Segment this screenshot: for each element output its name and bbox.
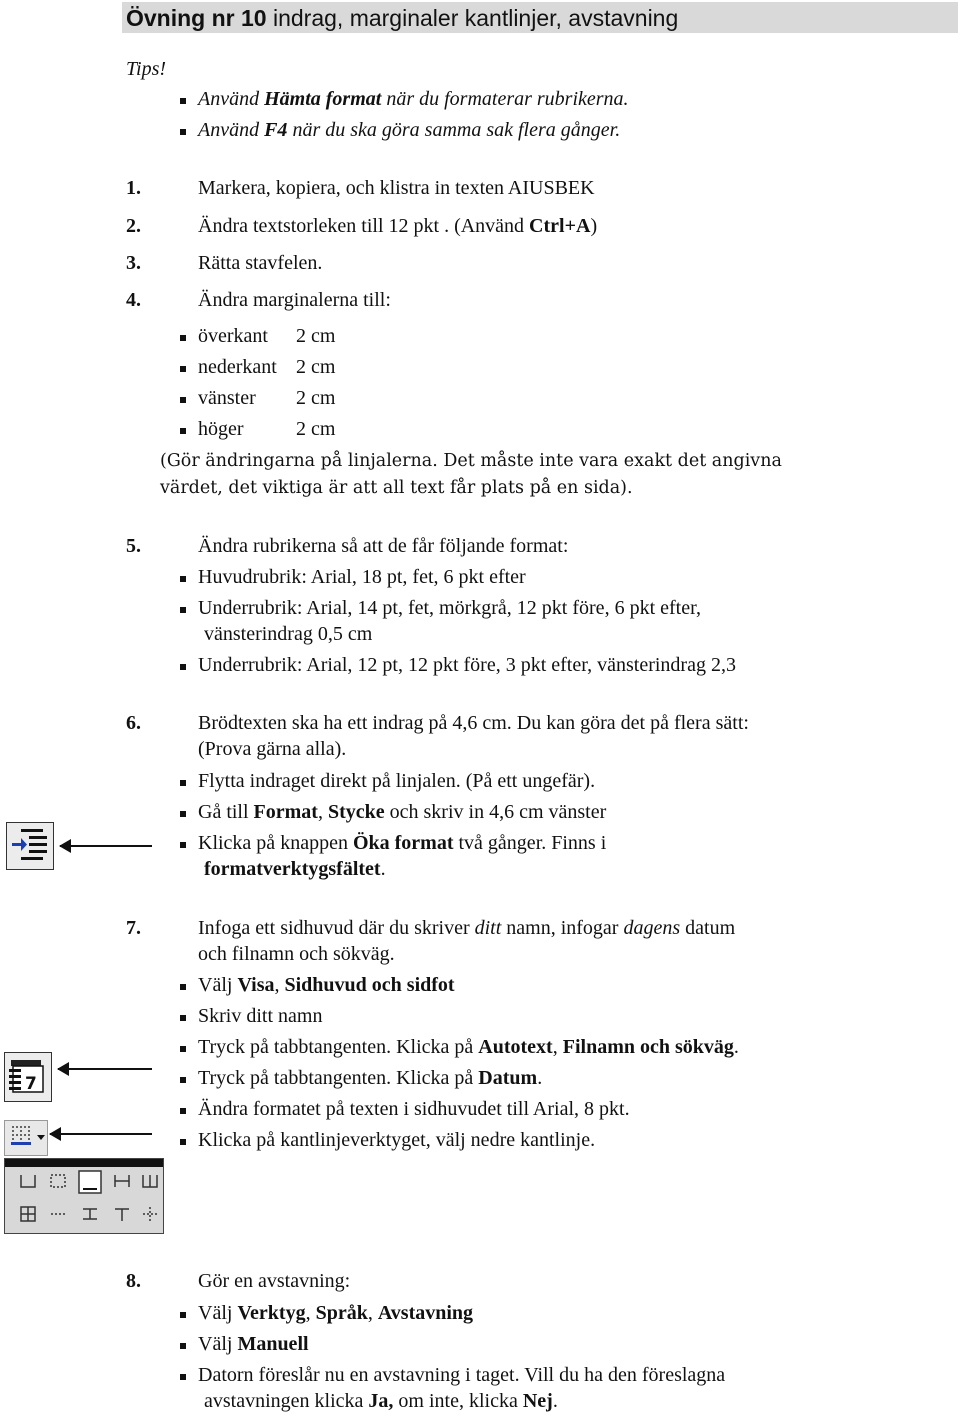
step-3-text: Rätta stavfelen. — [198, 252, 323, 274]
step-6-line-2: (Prova gärna alla). — [198, 738, 347, 760]
step-7-item-6: Klicka på kantlinjeverktyget, välj nedre kantlinje. — [198, 1129, 596, 1151]
tips-item-2: Använd F4 när du ska göra samma sak flera gånger. — [198, 119, 621, 141]
margin-label: nederkant — [198, 356, 277, 378]
tips-label: Tips! — [126, 58, 167, 80]
margin-value: 2 cm — [296, 418, 336, 440]
step-5-item-3: Underrubrik: Arial, 12 pt, 12 pkt före, 3 pkt efter, vänsterindrag 2,3 — [198, 654, 736, 676]
step-7-item-5: Ändra formatet på texten i sidhuvudet till Arial, 8 pkt. — [198, 1098, 630, 1120]
bullet — [180, 984, 186, 990]
step-3-number: 3. — [126, 252, 141, 274]
step-8-item-3: Datorn föreslår nu en avstavning i taget. Vill du ha den föreslagna — [198, 1364, 726, 1386]
bullet — [180, 428, 186, 434]
step-4-text: Ändra marginalerna till: — [198, 289, 391, 311]
arrow-icon — [50, 1133, 152, 1135]
step-1-text: Markera, kopiera, och klistra in texten AIUSBEK — [198, 177, 595, 199]
tips-item-1: Använd Hämta format när du formaterar rubrikerna. — [198, 88, 629, 110]
margin-label: överkant — [198, 325, 268, 347]
bullet — [180, 1374, 186, 1380]
margin-value: 2 cm — [296, 387, 336, 409]
bullet — [180, 397, 186, 403]
step-7-item-4: Tryck på tabbtangenten. Klicka på Datum. — [198, 1067, 543, 1089]
date-field-icon — [4, 1052, 52, 1102]
step-4-note-line-1: (Gör ändringarna på linjalerna. Det måste inte vara exakt det angivna — [160, 451, 782, 471]
page-title: Övning nr 10 indrag, marginaler kantlinjer, avstavning — [126, 5, 679, 31]
margin-value: 2 cm — [296, 356, 336, 378]
bullet — [180, 664, 186, 670]
step-6-item-3-cont: formatverktygsfältet. — [204, 858, 386, 880]
bullet — [180, 780, 186, 786]
step-5-text: Ändra rubrikerna så att de får följande format: — [198, 535, 569, 557]
margin-label: höger — [198, 418, 244, 440]
bullet — [180, 607, 186, 613]
step-5-item-1: Huvudrubrik: Arial, 18 pt, fet, 6 pkt efter — [198, 566, 526, 588]
increase-indent-icon — [6, 822, 54, 870]
svg-text:7: 7 — [25, 1074, 37, 1094]
step-6-number: 6. — [126, 712, 141, 734]
step-4-number: 4. — [126, 289, 141, 311]
step-6-line-1: Brödtexten ska ha ett indrag på 4,6 cm. Du kan göra det på flera sätt: — [198, 712, 749, 734]
step-8-item-2: Välj Manuell — [198, 1333, 309, 1355]
step-5-number: 5. — [126, 535, 141, 557]
border-dropdown-icon — [4, 1120, 48, 1156]
step-2-number: 2. — [126, 215, 141, 237]
step-7-item-1: Välj Visa, Sidhuvud och sidfot — [198, 974, 455, 996]
bullet — [180, 811, 186, 817]
arrow-icon — [58, 1068, 152, 1070]
bullet — [180, 129, 186, 135]
step-1-number: 1. — [126, 177, 141, 199]
margin-value: 2 cm — [296, 325, 336, 347]
bullet — [180, 98, 186, 104]
step-7-line-2: och filnamn och sökväg. — [198, 943, 395, 965]
bullet — [180, 1343, 186, 1349]
bullet — [180, 1077, 186, 1083]
step-2-text: Ändra textstorleken till 12 pkt . (Använd Ctrl+A) — [198, 215, 598, 237]
bullet — [180, 1015, 186, 1021]
step-8-item-3-cont: avstavningen klicka Ja, om inte, klicka Nej. — [204, 1390, 558, 1412]
border-palette-icon — [4, 1158, 164, 1234]
step-7-line-1: Infoga ett sidhuvud där du skriver ditt namn, infogar dagens datum — [198, 917, 736, 939]
bullet — [180, 335, 186, 341]
margin-label: vänster — [198, 387, 256, 409]
bullet — [180, 1046, 186, 1052]
bullet — [180, 1139, 186, 1145]
step-8-item-1: Välj Verktyg, Språk, Avstavning — [198, 1302, 474, 1324]
bullet — [180, 366, 186, 372]
step-7-item-3: Tryck på tabbtangenten. Klicka på Autotext, Filnamn och sökväg. — [198, 1036, 739, 1058]
step-8-text: Gör en avstavning: — [198, 1270, 351, 1292]
step-8-number: 8. — [126, 1270, 141, 1292]
bullet — [180, 1108, 186, 1114]
step-6-item-3: Klicka på knappen Öka format två gånger. Finns i — [198, 832, 607, 854]
bullet — [180, 576, 186, 582]
step-6-item-2: Gå till Format, Stycke och skriv in 4,6 cm vänster — [198, 801, 607, 823]
step-4-note-line-2: värdet, det viktiga är att all text får plats på en sida). — [160, 478, 633, 498]
arrow-icon — [60, 845, 152, 847]
step-6-item-1: Flytta indraget direkt på linjalen. (På ett ungefär). — [198, 770, 596, 792]
step-7-number: 7. — [126, 917, 141, 939]
step-7-item-2: Skriv ditt namn — [198, 1005, 323, 1027]
bullet — [180, 1312, 186, 1318]
step-5-item-2: Underrubrik: Arial, 14 pt, fet, mörkgrå, 12 pkt före, 6 pkt efter, — [198, 597, 701, 619]
step-5-item-2-cont: vänsterindrag 0,5 cm — [204, 623, 373, 645]
bullet — [180, 842, 186, 848]
